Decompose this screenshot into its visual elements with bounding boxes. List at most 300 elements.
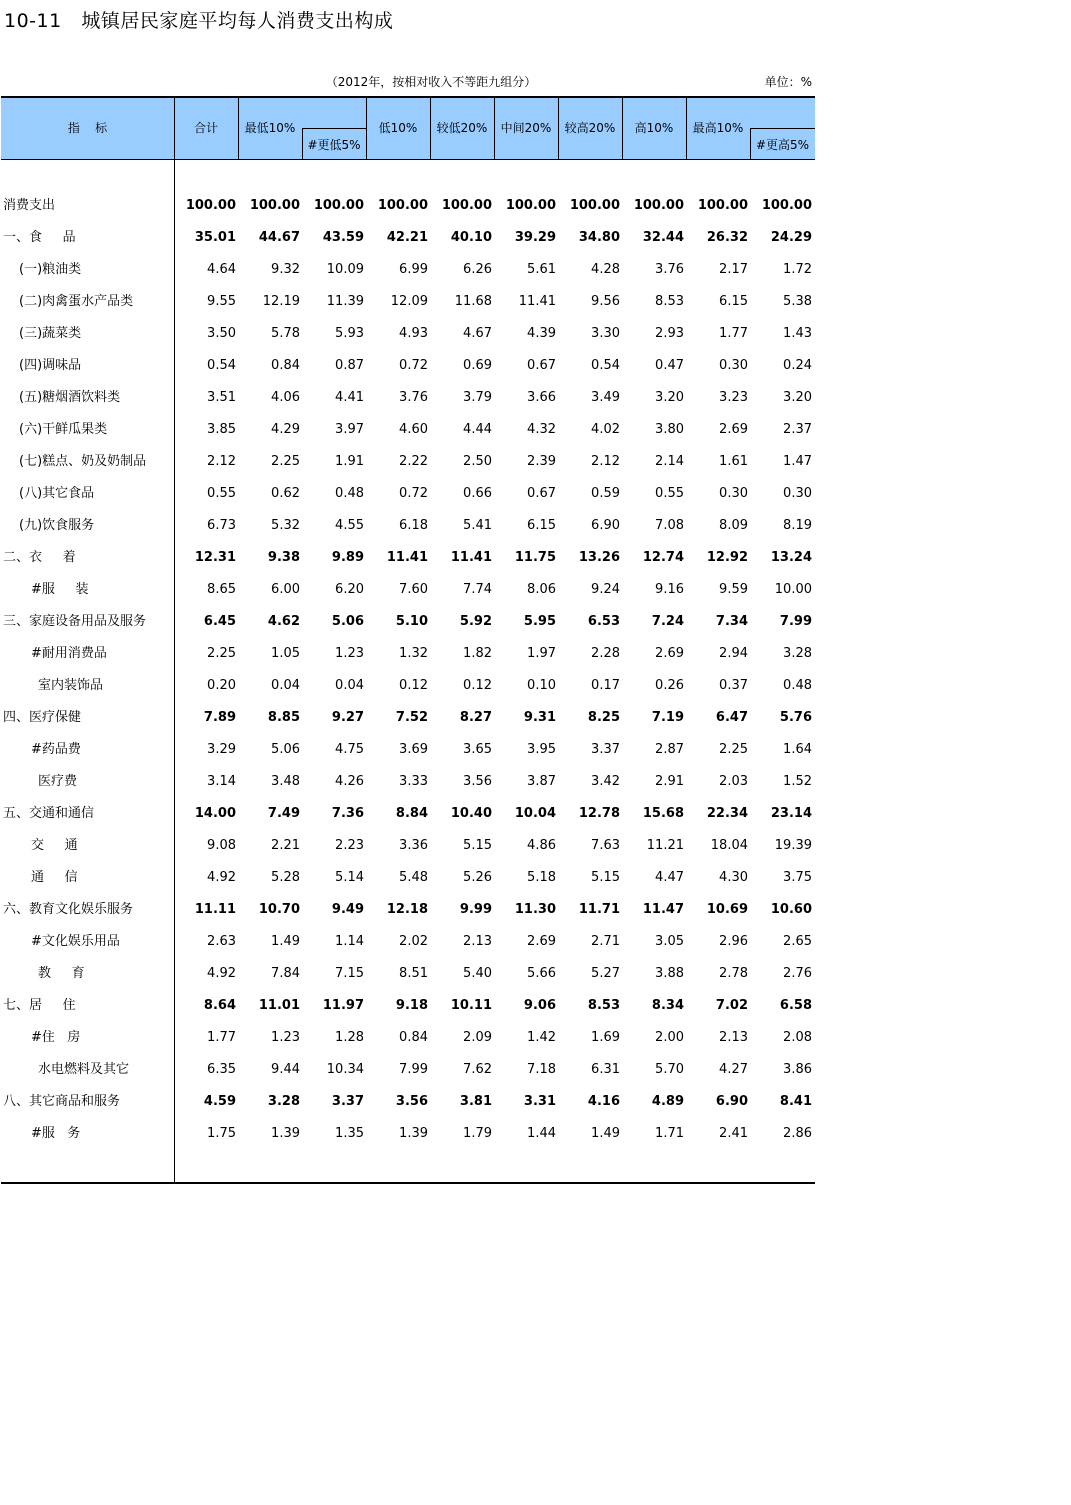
cell-value: 5.06 <box>331 614 364 629</box>
cell-value: 6.20 <box>335 582 364 597</box>
cell-value: 10.09 <box>326 262 364 277</box>
row-label: 一、食 品 <box>3 230 76 245</box>
row-label: 二、衣 着 <box>3 550 76 565</box>
cell-value: 18.04 <box>710 838 748 853</box>
table-row <box>1 1120 815 1152</box>
cell-value: 6.90 <box>591 518 620 533</box>
row-label: (三)蔬菜类 <box>19 326 82 341</box>
cell-value: 5.61 <box>527 262 556 277</box>
cell-value: 9.44 <box>271 1062 300 1077</box>
cell-value: 4.28 <box>591 262 620 277</box>
cell-value: 4.67 <box>463 326 492 341</box>
cell-value: 1.72 <box>783 262 812 277</box>
cell-value: 3.80 <box>655 422 684 437</box>
cell-value: 0.66 <box>463 486 492 501</box>
cell-value: 3.85 <box>207 422 236 437</box>
cell-value: 9.59 <box>719 582 748 597</box>
cell-value: 5.27 <box>591 966 620 981</box>
cell-value: 3.20 <box>783 390 812 405</box>
cell-value: 10.00 <box>774 582 812 597</box>
data-table <box>1 96 815 1184</box>
row-label: 医疗费 <box>38 774 78 789</box>
cell-value: 8.34 <box>651 998 684 1013</box>
table-row <box>1 480 815 512</box>
cell-value: 3.86 <box>783 1062 812 1077</box>
cell-value: 0.37 <box>719 678 748 693</box>
cell-value: 1.43 <box>783 326 812 341</box>
cell-value: 11.11 <box>194 902 236 917</box>
cell-value: 10.69 <box>706 902 748 917</box>
cell-value: 3.23 <box>719 390 748 405</box>
col-header-poorest5: #更低5% <box>307 138 361 152</box>
table-row <box>1 928 815 960</box>
cell-value: 4.32 <box>527 422 556 437</box>
cell-value: 0.69 <box>463 358 492 373</box>
row-label: (四)调味品 <box>19 358 82 373</box>
cell-value: 0.87 <box>335 358 364 373</box>
cell-value: 12.92 <box>706 550 748 565</box>
cell-value: 3.37 <box>591 742 620 757</box>
cell-value: 2.23 <box>335 838 364 853</box>
cell-value: 4.62 <box>267 614 300 629</box>
col-header-total: 合计 <box>193 121 218 135</box>
table-row <box>1 320 815 352</box>
cell-value: 2.91 <box>655 774 684 789</box>
cell-value: 3.87 <box>527 774 556 789</box>
row-label: 四、医疗保健 <box>3 710 82 725</box>
table-row <box>1 672 815 704</box>
cell-value: 3.28 <box>783 646 812 661</box>
cell-value: 7.99 <box>399 1062 428 1077</box>
header-bottom-rule <box>1 159 815 160</box>
cell-value: 7.63 <box>591 838 620 853</box>
cell-value: 100.00 <box>633 198 684 213</box>
cell-value: 26.32 <box>706 230 748 245</box>
row-label: 八、其它商品和服务 <box>3 1094 121 1109</box>
cell-value: 3.95 <box>527 742 556 757</box>
cell-value: 100.00 <box>377 198 428 213</box>
cell-value: 0.72 <box>399 358 428 373</box>
cell-value: 35.01 <box>194 230 236 245</box>
cell-value: 5.26 <box>463 870 492 885</box>
cell-value: 3.36 <box>399 838 428 853</box>
cell-value: 2.86 <box>783 1126 812 1141</box>
cell-value: 12.18 <box>386 902 428 917</box>
cell-value: 11.01 <box>258 998 300 1013</box>
cell-value: 1.44 <box>527 1126 556 1141</box>
cell-value: 4.55 <box>335 518 364 533</box>
cell-value: 100.00 <box>185 198 236 213</box>
cell-value: 2.25 <box>207 646 236 661</box>
row-label: #文化娱乐用品 <box>31 934 120 949</box>
cell-value: 11.47 <box>642 902 684 917</box>
cell-value: 2.00 <box>655 1030 684 1045</box>
col-header-high10: 高10% <box>634 121 674 135</box>
cell-value: 3.69 <box>399 742 428 757</box>
cell-value: 1.64 <box>783 742 812 757</box>
cell-value: 6.90 <box>715 1094 748 1109</box>
cell-value: 22.34 <box>706 806 748 821</box>
cell-value: 13.26 <box>578 550 620 565</box>
cell-value: 3.33 <box>399 774 428 789</box>
cell-value: 4.92 <box>207 870 236 885</box>
cell-value: 0.72 <box>399 486 428 501</box>
cell-value: 2.12 <box>591 454 620 469</box>
cell-value: 1.42 <box>527 1030 556 1045</box>
row-label: #服 务 <box>31 1126 81 1141</box>
cell-value: 0.54 <box>207 358 236 373</box>
table-row <box>1 768 815 800</box>
cell-value: 7.19 <box>651 710 684 725</box>
cell-value: 0.04 <box>335 678 364 693</box>
cell-value: 4.89 <box>651 1094 684 1109</box>
cell-value: 3.66 <box>527 390 556 405</box>
cell-value: 1.52 <box>783 774 812 789</box>
row-label: 五、交通和通信 <box>3 806 95 821</box>
cell-value: 3.79 <box>463 390 492 405</box>
cell-value: 9.38 <box>267 550 300 565</box>
row-label: 交 通 <box>31 838 78 853</box>
cell-value: 0.30 <box>719 486 748 501</box>
cell-value: 4.29 <box>271 422 300 437</box>
cell-value: 9.31 <box>523 710 556 725</box>
cell-value: 6.00 <box>271 582 300 597</box>
cell-value: 3.29 <box>207 742 236 757</box>
cell-value: 1.61 <box>719 454 748 469</box>
cell-value: 5.76 <box>779 710 812 725</box>
cell-value: 11.41 <box>386 550 428 565</box>
cell-value: 0.04 <box>271 678 300 693</box>
cell-value: 8.25 <box>587 710 620 725</box>
cell-value: 5.14 <box>335 870 364 885</box>
column-divider <box>622 96 623 160</box>
table-row <box>1 1088 815 1120</box>
table-row <box>1 512 815 544</box>
cell-value: 2.69 <box>655 646 684 661</box>
cell-value: 9.55 <box>207 294 236 309</box>
cell-value: 7.62 <box>463 1062 492 1077</box>
cell-value: 5.10 <box>395 614 428 629</box>
col-header-middle20: 中间20% <box>500 121 552 135</box>
cell-value: 0.30 <box>719 358 748 373</box>
table-row <box>1 256 815 288</box>
table-row <box>1 544 815 576</box>
cell-value: 40.10 <box>450 230 492 245</box>
cell-value: 8.27 <box>459 710 492 725</box>
cell-value: 1.91 <box>335 454 364 469</box>
cell-value: 3.37 <box>331 1094 364 1109</box>
cell-value: 7.34 <box>715 614 748 629</box>
row-label: 七、居 住 <box>3 998 76 1013</box>
cell-value: 7.89 <box>203 710 236 725</box>
cell-value: 8.06 <box>527 582 556 597</box>
cell-value: 1.23 <box>271 1030 300 1045</box>
cell-value: 12.78 <box>578 806 620 821</box>
cell-value: 3.20 <box>655 390 684 405</box>
cell-value: 8.53 <box>587 998 620 1013</box>
cell-value: 3.76 <box>399 390 428 405</box>
cell-value: 6.58 <box>779 998 812 1013</box>
cell-value: 1.71 <box>655 1126 684 1141</box>
cell-value: 2.13 <box>719 1030 748 1045</box>
cell-value: 100.00 <box>313 198 364 213</box>
cell-value: 1.69 <box>591 1030 620 1045</box>
unit-label: 单位：% <box>764 75 812 89</box>
cell-value: 7.99 <box>779 614 812 629</box>
column-divider <box>366 96 367 160</box>
cell-value: 9.89 <box>331 550 364 565</box>
column-divider <box>302 128 303 160</box>
cell-value: 4.75 <box>335 742 364 757</box>
cell-value: 3.28 <box>267 1094 300 1109</box>
cell-value: 1.77 <box>719 326 748 341</box>
table-row <box>1 352 815 384</box>
cell-value: 2.03 <box>719 774 748 789</box>
cell-value: 32.44 <box>642 230 684 245</box>
cell-value: 3.56 <box>463 774 492 789</box>
cell-value: 2.69 <box>527 934 556 949</box>
row-label: 三、家庭设备用品及服务 <box>3 614 147 629</box>
cell-value: 12.31 <box>194 550 236 565</box>
cell-value: 0.17 <box>591 678 620 693</box>
cell-value: 5.32 <box>271 518 300 533</box>
cell-value: 4.47 <box>655 870 684 885</box>
cell-value: 4.06 <box>271 390 300 405</box>
cell-value: 6.26 <box>463 262 492 277</box>
cell-value: 0.48 <box>335 486 364 501</box>
cell-value: 9.32 <box>271 262 300 277</box>
cell-value: 3.42 <box>591 774 620 789</box>
cell-value: 0.55 <box>207 486 236 501</box>
row-label: 水电燃料及其它 <box>38 1062 130 1077</box>
cell-value: 2.65 <box>783 934 812 949</box>
row-label: 六、教育文化娱乐服务 <box>3 902 134 917</box>
cell-value: 100.00 <box>761 198 812 213</box>
page-title: 10-11 城镇居民家庭平均每人消费支出构成 <box>4 10 394 32</box>
table-row <box>1 1024 815 1056</box>
cell-value: 2.12 <box>207 454 236 469</box>
row-label: (七)糕点、奶及奶制品 <box>19 454 147 469</box>
cell-value: 3.65 <box>463 742 492 757</box>
row-label: #住 房 <box>31 1030 81 1045</box>
cell-value: 4.26 <box>335 774 364 789</box>
table-row <box>1 992 815 1024</box>
cell-value: 9.27 <box>331 710 364 725</box>
cell-value: 2.39 <box>527 454 556 469</box>
cell-value: 4.41 <box>335 390 364 405</box>
cell-value: 5.28 <box>271 870 300 885</box>
cell-value: 7.24 <box>651 614 684 629</box>
cell-value: 2.87 <box>655 742 684 757</box>
col-header-richest5: #更高5% <box>755 138 810 152</box>
cell-value: 9.06 <box>523 998 556 1013</box>
cell-value: 0.55 <box>655 486 684 501</box>
cell-value: 4.30 <box>719 870 748 885</box>
cell-value: 6.47 <box>715 710 748 725</box>
table-row <box>1 384 815 416</box>
row-label: (五)糖烟酒饮料类 <box>19 390 121 405</box>
cell-value: 5.66 <box>527 966 556 981</box>
table-row <box>1 704 815 736</box>
cell-value: 1.97 <box>527 646 556 661</box>
cell-value: 0.10 <box>527 678 556 693</box>
cell-value: 8.84 <box>395 806 428 821</box>
cell-value: 6.15 <box>719 294 748 309</box>
col-header-lower20: 较低20% <box>436 121 488 135</box>
table-row <box>1 864 815 896</box>
cell-value: 12.74 <box>642 550 684 565</box>
cell-value: 3.51 <box>207 390 236 405</box>
col-header-highest10: 最高10% <box>692 121 744 135</box>
cell-value: 2.25 <box>719 742 748 757</box>
cell-value: 10.34 <box>326 1062 364 1077</box>
table-row <box>1 576 815 608</box>
cell-value: 10.40 <box>450 806 492 821</box>
cell-value: 24.29 <box>770 230 812 245</box>
cell-value: 5.70 <box>655 1062 684 1077</box>
cell-value: 0.48 <box>783 678 812 693</box>
row-label: 室内装饰品 <box>38 678 104 693</box>
row-label: (六)干鲜瓜果类 <box>19 422 108 437</box>
cell-value: 13.24 <box>770 550 812 565</box>
cell-value: 2.71 <box>591 934 620 949</box>
cell-value: 1.79 <box>463 1126 492 1141</box>
column-divider <box>494 96 495 160</box>
cell-value: 5.15 <box>591 870 620 885</box>
cell-value: 8.41 <box>779 1094 812 1109</box>
table-row <box>1 288 815 320</box>
cell-value: 1.75 <box>207 1126 236 1141</box>
cell-value: 7.08 <box>655 518 684 533</box>
column-divider <box>430 96 431 160</box>
cell-value: 4.86 <box>527 838 556 853</box>
cell-value: 6.18 <box>399 518 428 533</box>
cell-value: 4.93 <box>399 326 428 341</box>
cell-value: 5.40 <box>463 966 492 981</box>
cell-value: 7.74 <box>463 582 492 597</box>
cell-value: 9.16 <box>655 582 684 597</box>
cell-value: 3.50 <box>207 326 236 341</box>
cell-value: 2.25 <box>271 454 300 469</box>
table-row <box>1 736 815 768</box>
cell-value: 2.14 <box>655 454 684 469</box>
cell-value: 1.05 <box>271 646 300 661</box>
cell-value: 11.21 <box>646 838 684 853</box>
cell-value: 5.06 <box>271 742 300 757</box>
column-divider <box>238 96 239 160</box>
cell-value: 0.20 <box>207 678 236 693</box>
cell-value: 3.30 <box>591 326 620 341</box>
cell-value: 0.84 <box>399 1030 428 1045</box>
cell-value: 3.49 <box>591 390 620 405</box>
row-label: #服 装 <box>31 582 89 597</box>
cell-value: 2.41 <box>719 1126 748 1141</box>
cell-value: 6.53 <box>587 614 620 629</box>
cell-value: 6.15 <box>527 518 556 533</box>
table-row <box>1 192 815 224</box>
cell-value: 0.24 <box>783 358 812 373</box>
cell-value: 4.59 <box>203 1094 236 1109</box>
cell-value: 3.31 <box>523 1094 556 1109</box>
cell-value: 10.04 <box>514 806 556 821</box>
cell-value: 1.47 <box>783 454 812 469</box>
cell-value: 6.35 <box>207 1062 236 1077</box>
cell-value: 5.78 <box>271 326 300 341</box>
cell-value: 5.41 <box>463 518 492 533</box>
cell-value: 3.75 <box>783 870 812 885</box>
cell-value: 2.96 <box>719 934 748 949</box>
cell-value: 2.50 <box>463 454 492 469</box>
row-label: (一)粮油类 <box>19 262 82 277</box>
cell-value: 10.70 <box>258 902 300 917</box>
cell-value: 0.67 <box>527 358 556 373</box>
cell-value: 3.56 <box>395 1094 428 1109</box>
table-row <box>1 960 815 992</box>
cell-value: 4.39 <box>527 326 556 341</box>
cell-value: 1.28 <box>335 1030 364 1045</box>
cell-value: 44.67 <box>258 230 300 245</box>
cell-value: 8.19 <box>783 518 812 533</box>
table-top-rule <box>1 96 815 98</box>
cell-value: 5.38 <box>783 294 812 309</box>
cell-value: 2.02 <box>399 934 428 949</box>
cell-value: 7.84 <box>271 966 300 981</box>
cell-value: 1.35 <box>335 1126 364 1141</box>
cell-value: 11.75 <box>514 550 556 565</box>
table-row <box>1 448 815 480</box>
row-label: (八)其它食品 <box>19 486 95 501</box>
cell-value: 6.73 <box>207 518 236 533</box>
cell-value: 1.14 <box>335 934 364 949</box>
cell-value: 100.00 <box>505 198 556 213</box>
col-header-indicator: 指 标 <box>67 121 108 135</box>
header-sub-rule <box>302 128 366 129</box>
cell-value: 0.47 <box>655 358 684 373</box>
cell-value: 0.67 <box>527 486 556 501</box>
row-label: #药品费 <box>31 742 81 757</box>
table-row <box>1 1056 815 1088</box>
cell-value: 2.22 <box>399 454 428 469</box>
cell-value: 6.31 <box>591 1062 620 1077</box>
cell-value: 7.15 <box>335 966 364 981</box>
row-label: (二)肉禽蛋水产品类 <box>19 294 134 309</box>
row-label: 教 育 <box>38 966 85 981</box>
cell-value: 11.97 <box>322 998 364 1013</box>
cell-value: 3.05 <box>655 934 684 949</box>
cell-value: 100.00 <box>249 198 300 213</box>
table-row <box>1 832 815 864</box>
cell-value: 0.84 <box>271 358 300 373</box>
column-divider <box>558 96 559 160</box>
cell-value: 1.82 <box>463 646 492 661</box>
cell-value: 10.11 <box>450 998 492 1013</box>
cell-value: 100.00 <box>569 198 620 213</box>
cell-value: 0.54 <box>591 358 620 373</box>
cell-value: 1.23 <box>335 646 364 661</box>
cell-value: 1.32 <box>399 646 428 661</box>
cell-value: 4.16 <box>587 1094 620 1109</box>
cell-value: 3.88 <box>655 966 684 981</box>
column-divider <box>686 96 687 160</box>
table-row <box>1 896 815 928</box>
cell-value: 7.18 <box>527 1062 556 1077</box>
cell-value: 0.12 <box>463 678 492 693</box>
cell-value: 5.93 <box>335 326 364 341</box>
cell-value: 100.00 <box>441 198 492 213</box>
cell-value: 4.02 <box>591 422 620 437</box>
cell-value: 10.60 <box>770 902 812 917</box>
cell-value: 14.00 <box>194 806 236 821</box>
